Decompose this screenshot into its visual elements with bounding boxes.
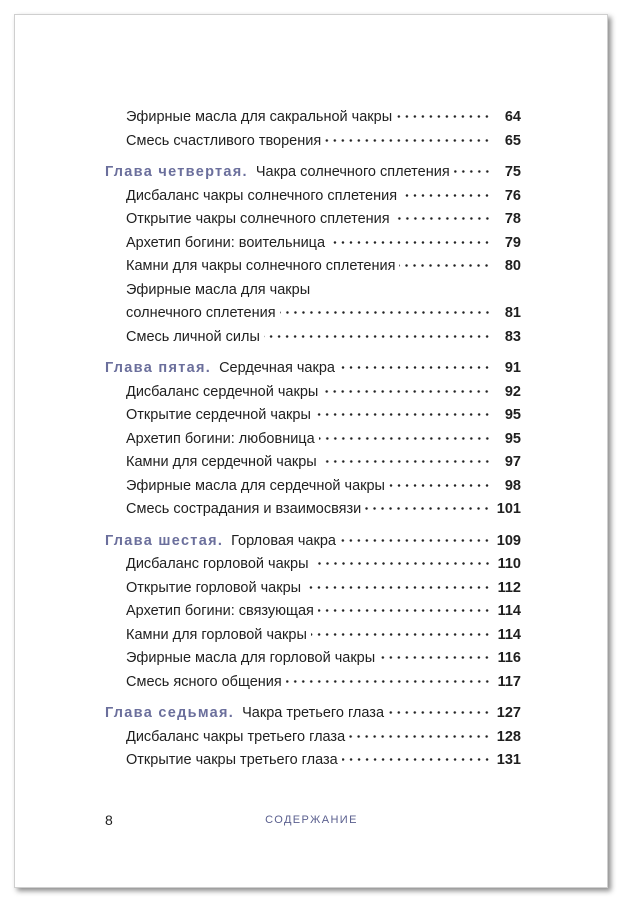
dot-leader xyxy=(396,115,491,118)
toc-entry-line1 xyxy=(105,279,521,303)
toc-block xyxy=(105,106,521,153)
toc-entry-title: Эфирные масла для горловой чакры xyxy=(126,650,376,666)
toc-entry xyxy=(105,106,521,130)
chapter-title: Чакра солнечного сплетения xyxy=(255,164,450,180)
toc-entry-title: Смесь личной силы xyxy=(126,328,260,345)
toc-entry-page: 112 xyxy=(497,579,521,596)
dot-leader xyxy=(342,758,491,761)
toc-entry-page: 128 xyxy=(496,728,521,745)
toc-block xyxy=(105,357,521,522)
toc-entry xyxy=(105,451,521,475)
toc-entry-title: Эфирные масла для сакральной чакры xyxy=(126,109,393,125)
toc-entry xyxy=(105,302,521,326)
toc-entry-title: Дисбаланс сердечной чакры xyxy=(126,383,319,400)
toc-entry-title: Открытие чакры солнечного сплетения xyxy=(126,211,390,227)
toc-entry-page: 98 xyxy=(504,477,521,494)
toc-entry xyxy=(105,749,521,773)
dot-leader xyxy=(394,217,491,220)
dot-leader xyxy=(264,335,491,338)
toc-entry-page: 101 xyxy=(496,501,521,517)
toc-entry-title: Эфирные масла для сердечной чакры xyxy=(126,477,385,494)
toc-entry xyxy=(105,647,521,671)
toc-entry-page: 131 xyxy=(496,752,521,768)
toc-block xyxy=(105,161,521,349)
dot-leader xyxy=(329,241,491,244)
dot-leader xyxy=(305,586,491,589)
chapter-page: 91 xyxy=(504,360,521,376)
chapter-label: Глава четвертая. xyxy=(105,164,248,180)
toc-entry-title: Архетип богини: воительница xyxy=(126,234,326,251)
toc-entry-page: 116 xyxy=(497,650,521,666)
toc-entry-title: Эфирные масла для чакры xyxy=(126,281,311,298)
toc-entry-page: 78 xyxy=(504,211,521,227)
toc-entry-title: Смесь ясного общения xyxy=(126,673,282,690)
toc-chapter-heading xyxy=(105,161,521,185)
toc-entry-page: 64 xyxy=(504,109,521,125)
toc-entry-page: 114 xyxy=(497,626,521,643)
toc-entry-page: 117 xyxy=(497,673,521,690)
toc-entry-title: Смесь счастливого творения xyxy=(126,132,322,149)
toc-entry xyxy=(105,326,521,350)
chapter-label: Глава пятая. xyxy=(105,360,212,376)
toc-entry-page: 95 xyxy=(504,407,521,423)
table-of-contents xyxy=(105,106,521,773)
toc-entry-page: 97 xyxy=(504,454,521,470)
toc-entry-title: Архетип богини: любовница xyxy=(126,430,315,447)
toc-chapter-heading xyxy=(105,357,521,381)
toc-block xyxy=(105,702,521,773)
toc-entry-title: Камни для чакры солнечного сплетения xyxy=(126,258,396,274)
toc-entry-title: Камни для сердечной чакры xyxy=(126,454,317,470)
toc-entry-page: 80 xyxy=(504,258,521,274)
toc-entry-page: 83 xyxy=(504,328,521,345)
chapter-page: 127 xyxy=(496,705,521,721)
toc-entry xyxy=(105,255,521,279)
toc-entry xyxy=(105,553,521,577)
dot-leader xyxy=(319,437,491,440)
toc-entry-title: Смесь сострадания и взаимосвязи xyxy=(126,501,362,517)
toc-entry-title-cont: солнечного сплетения xyxy=(126,305,276,321)
chapter-label: Глава шестая. xyxy=(105,532,224,549)
dot-leader xyxy=(379,656,491,659)
chapter-title: Сердечная чакра xyxy=(219,360,335,376)
toc-entry-page: 65 xyxy=(504,132,521,149)
dot-leader xyxy=(399,264,491,267)
toc-entry-page: 92 xyxy=(504,383,521,400)
chapter-page: 109 xyxy=(496,532,521,549)
toc-entry-title: Открытие чакры третьего глаза xyxy=(126,752,338,768)
toc-block xyxy=(105,530,521,695)
toc-entry-page: 76 xyxy=(504,187,521,204)
footer-page-number: 8 xyxy=(105,812,113,828)
toc-entry xyxy=(105,130,521,154)
toc-entry xyxy=(105,600,521,624)
toc-entry xyxy=(105,475,521,499)
dot-leader xyxy=(280,311,491,314)
toc-entry-page: 79 xyxy=(504,234,521,251)
toc-entry xyxy=(105,577,521,601)
toc-entry xyxy=(105,726,521,750)
dot-leader xyxy=(340,539,491,542)
dot-leader xyxy=(365,507,491,510)
chapter-title: Горловая чакра xyxy=(231,532,336,549)
toc-entry xyxy=(105,498,521,522)
toc-entry xyxy=(105,208,521,232)
toc-entry xyxy=(105,671,521,695)
dot-leader xyxy=(286,680,491,683)
toc-entry xyxy=(105,381,521,405)
toc-entry xyxy=(105,232,521,256)
toc-entry-title: Дисбаланс чакры солнечного сплетения xyxy=(126,187,398,204)
dot-leader xyxy=(318,609,491,612)
footer-section-title: СОДЕРЖАНИЕ xyxy=(265,814,358,826)
dot-leader xyxy=(349,735,491,738)
dot-leader xyxy=(388,711,491,714)
toc-entry-page: 114 xyxy=(497,603,521,619)
dot-leader xyxy=(313,562,492,565)
dot-leader xyxy=(389,484,491,487)
dot-leader xyxy=(311,633,491,636)
toc-entry-title: Архетип богини: связующая xyxy=(126,603,314,619)
toc-chapter-heading xyxy=(105,702,521,726)
dot-leader xyxy=(322,390,491,393)
toc-entry xyxy=(105,428,521,452)
dot-leader xyxy=(401,194,491,197)
chapter-page: 75 xyxy=(504,164,521,180)
dot-leader xyxy=(339,366,491,369)
chapter-title: Чакра третьего глаза xyxy=(242,705,385,721)
toc-entry xyxy=(105,404,521,428)
toc-entry-title: Открытие сердечной чакры xyxy=(126,407,311,423)
toc-entry-title: Дисбаланс горловой чакры xyxy=(126,556,309,572)
toc-chapter-heading xyxy=(105,530,521,554)
toc-entry-title: Дисбаланс чакры третьего глаза xyxy=(126,728,346,745)
toc-entry-page: 110 xyxy=(497,556,521,572)
chapter-label: Глава седьмая. xyxy=(105,705,235,721)
dot-leader xyxy=(325,139,491,142)
toc-entry-title: Открытие горловой чакры xyxy=(126,579,302,596)
dot-leader xyxy=(321,460,491,463)
toc-entry-title: Камни для горловой чакры xyxy=(126,626,307,643)
toc-entry-page: 95 xyxy=(504,430,521,447)
dot-leader xyxy=(454,170,491,173)
toc-entry xyxy=(105,185,521,209)
toc-entry-page: 81 xyxy=(504,305,521,321)
toc-entry xyxy=(105,624,521,648)
dot-leader xyxy=(315,413,491,416)
